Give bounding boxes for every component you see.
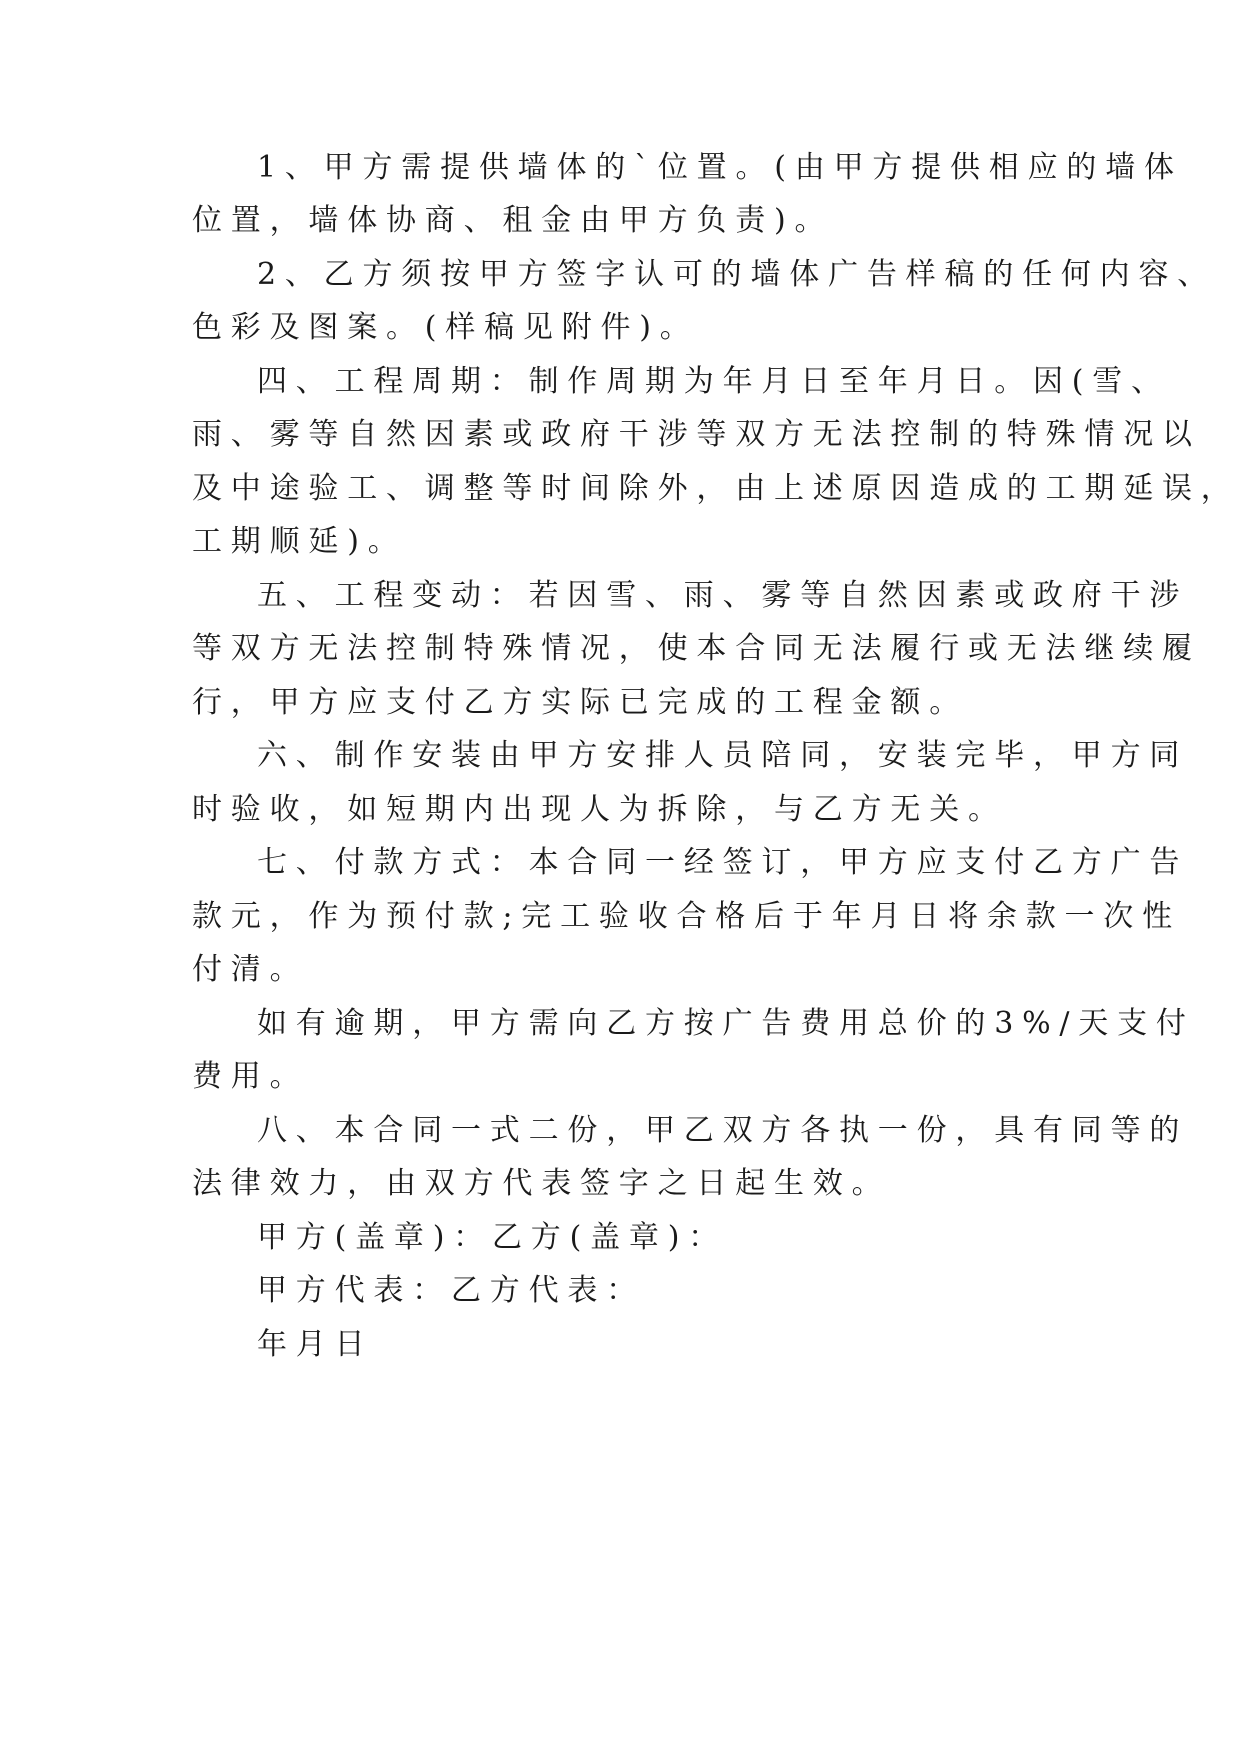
representative-line: 甲方代表：乙方代表： (257, 1273, 645, 1308)
section-4-line-4: 工期顺延)。 (192, 524, 407, 559)
section-4-line-1: 四、工程周期：制作周期为年月日至年月日。因(雪、 (257, 364, 1170, 399)
section-8-line-1: 八、本合同一式二份，甲乙双方各执一份，具有同等的 (257, 1113, 1189, 1148)
section-4-line-3: 及中途验工、调整等时间除外，由上述原因造成的工期延误， (192, 471, 1240, 506)
section-5-line-1: 五、工程变动：若因雪、雨、雾等自然因素或政府干涉 (257, 578, 1189, 613)
seal-line: 甲方(盖章)：乙方(盖章)： (257, 1220, 728, 1255)
clause-2-line-2: 色彩及图案。(样稿见附件)。 (192, 310, 699, 345)
section-6-line-2: 时验收，如短期内出现人为拆除，与乙方无关。 (192, 792, 1007, 827)
section-7-line-1: 七、付款方式：本合同一经签订，甲方应支付乙方广告 (257, 845, 1189, 880)
section-7-line-3: 付清。 (192, 952, 309, 987)
section-6-line-1: 六、制作安装由甲方安排人员陪同，安装完毕，甲方同 (257, 738, 1189, 773)
clause-1-line-2: 位置，墙体协商、租金由甲方负责)。 (192, 203, 834, 238)
section-4-line-2: 雨、雾等自然因素或政府干涉等双方无法控制的特殊情况以 (192, 417, 1201, 452)
section-7-line-2: 款元，作为预付款;完工验收合格后于年月日将余款一次性 (192, 899, 1181, 934)
clause-2-line-1: 2、乙方须按甲方签字认可的墙体广告样稿的任何内容、 (257, 257, 1217, 292)
overdue-line-2: 费用。 (192, 1059, 309, 1094)
date-line: 年月日 (257, 1327, 374, 1362)
section-8-line-2: 法律效力，由双方代表签字之日起生效。 (192, 1166, 891, 1201)
section-5-line-3: 行，甲方应支付乙方实际已完成的工程金额。 (192, 685, 968, 720)
overdue-line-1: 如有逾期，甲方需向乙方按广告费用总价的3%/天支付 (257, 1006, 1195, 1041)
section-5-line-2: 等双方无法控制特殊情况，使本合同无法履行或无法继续履 (192, 631, 1201, 666)
clause-1-line-1: 1、甲方需提供墙体的`位置。(由甲方提供相应的墙体 (257, 150, 1183, 185)
